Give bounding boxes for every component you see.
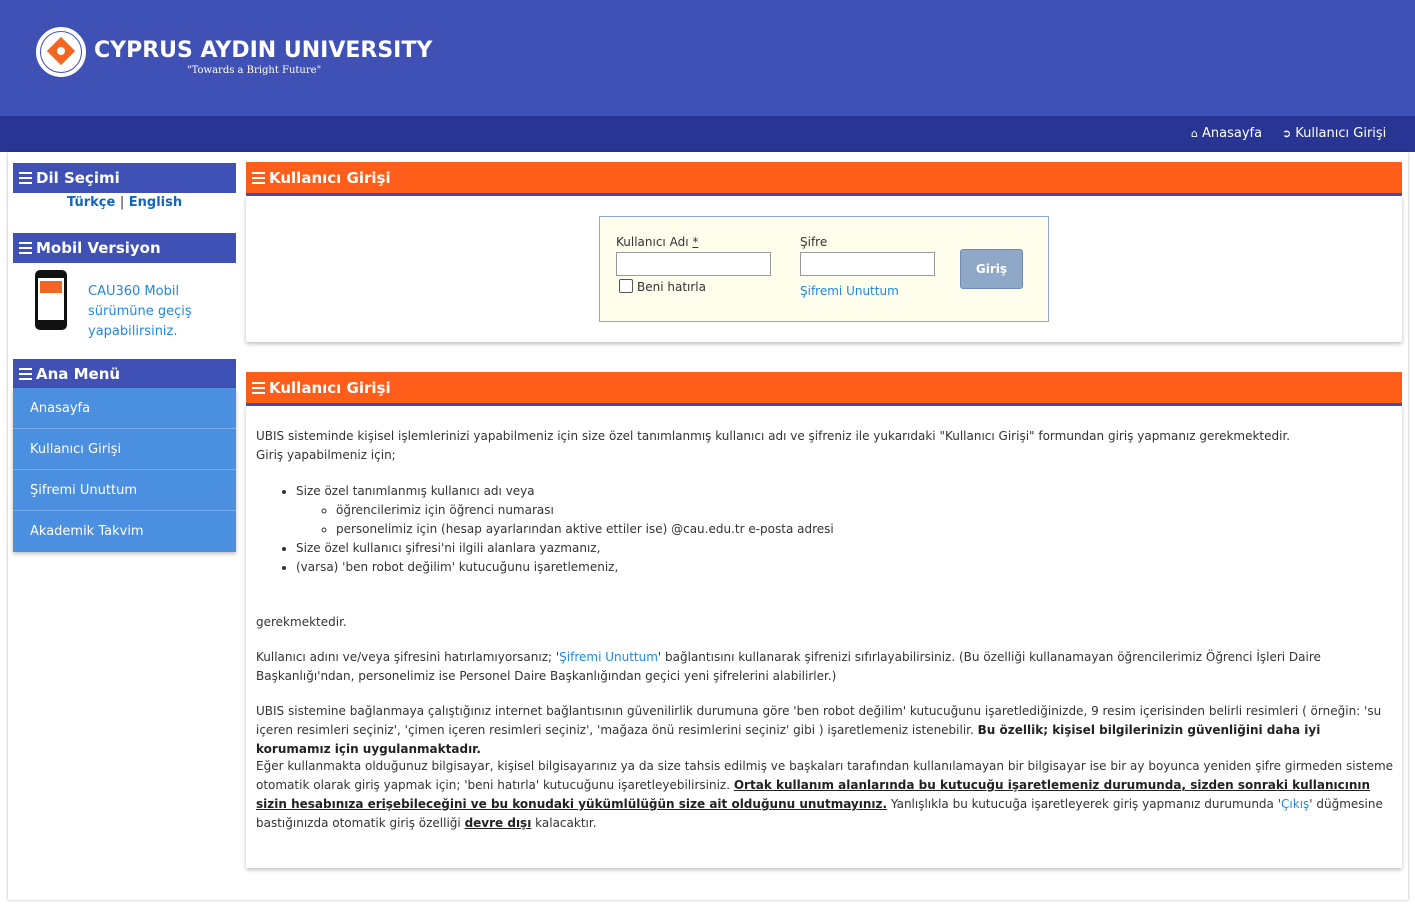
university-seal-icon [34,25,88,79]
login-submit-button[interactable]: Giriş [960,249,1023,289]
menu-bars-icon [19,172,32,184]
login-panel-header [246,162,1402,196]
remember-me-label: Beni hatırla [637,280,706,294]
main-menu-header [13,359,236,389]
username-input[interactable] [616,252,771,276]
language-separator: | [119,195,125,210]
language-section-title: Dil Seçimi [36,169,120,187]
mobile-section-title: Mobil Versiyon [36,239,161,257]
info-panel-header [246,372,1402,406]
language-turkish-link[interactable]: Türkçe [66,195,116,210]
forgot-password-link[interactable]: Şifremi Unuttum [800,284,899,298]
nav-home-label: Anasayfa [1201,126,1263,141]
nav-login-label: Kullanıcı Girişi [1295,126,1387,141]
remember-me-checkbox[interactable] [619,279,633,293]
nav-home-link[interactable] [1191,116,1262,152]
robot-check-paragraph: UBIS sistemine bağlanmaya çalıştığınız internet bağlantısının güvenilirlik durumuna göre 'ben robot değilim' kutucuğunu işaretlediğinizde, 9 resim içerisinden belirli resimleri ( örneğin: 'su içeren resimleri seçiniz', 'çimen içeren resimleri seçiniz', 'mağaza önü resimlerini seçiniz' gibi ) işaretlemeniz istenebilir. Bu özellik; kişisel bilgilerinizin güvenliğini daha iyi korumamız için uygulanmaktadır. [256,704,1382,756]
info-panel-title: Kullanıcı Girişi [269,379,391,397]
main-menu [13,388,236,552]
password-input[interactable] [800,252,935,276]
menu-bars-icon [19,368,32,380]
menu-bars-icon [252,382,265,394]
shared-computer-warning: Ortak kullanım alanlarında bu kutucuğu işaretlemeniz durumunda, sizden sonraki kullanıcının sizin hesabınıza erişebileceğini ve bu konudaki yükümlülüğün size ait olduğunu unutmayınız. [256,778,1371,811]
required-marker: * [692,235,699,249]
mobile-section-header [13,233,236,263]
requirements-end: gerekmektedir. [256,615,347,629]
info-intro-text-2: Giriş yapabilmeniz için; [256,448,396,462]
nav-login-link[interactable] [1282,116,1386,152]
requirements-list [256,482,1396,577]
menu-bars-icon [19,242,32,254]
password-label: Şifre [800,235,828,249]
login-panel-title: Kullanıcı Girişi [269,169,391,187]
university-logo[interactable] [34,25,432,79]
list-item: • Size özel tanımlanmış kullanıcı adı veya ◦ öğrencilerimiz için öğrenci numarası ◦ personelimiz için (hesap ayarlarından aktive ettiler ise) @cau.edu.tr e-posta adresi [296,482,1396,539]
info-intro [256,427,1396,465]
language-links [13,195,236,210]
list-item: ◦ öğrencilerimiz için öğrenci numarası [336,501,1396,520]
menu-item-forgot-password[interactable]: Şifremi Unuttum [13,470,236,511]
home-icon: ⌂ [1191,127,1198,140]
mobile-phone-icon[interactable] [35,270,67,330]
language-section-header [13,163,236,193]
info-intro-text: UBIS sisteminde kişisel işlemlerinizi yapabilmeniz için size özel tanımlanmış kullanıcı adı ve şifreniz ile yukarıdaki "Kullanıcı Girişi" formundan giriş yapmanız gerekmektedir. [256,429,1291,443]
security-note: Bu özellik; kişisel bilgilerinizin güvenliğini daha iyi korumamız için uygulanmaktadır. [256,723,1321,756]
language-english-link[interactable]: English [128,195,183,210]
list-item: ◦ personelimiz için (hesap ayarlarından aktive ettiler ise) @cau.edu.tr e-posta adresi [336,520,1396,539]
remember-me-paragraph: Eğer kullanmakta olduğunuz bilgisayar, kişisel bilgisayarınız ya da size tahsis edilmiş ve başkaları tarafından kullanılamayan bir bilgisayar ise bir ay boyunca yeniden şifre girmeden sisteme otomatik olarak giriş yapmak için; 'beni hatırla' kutucuğunu işaretleyebilirsiniz. Ortak kullanım alanlarında bu kutucuğu işaretlemeniz durumunda, sizden sonraki kullanıcının sizin hesabınıza erişebileceğini ve bu konudaki yükümlülüğün size ait olduğunu unutmayınız. Yanlışlıkla bu kutucuğa işaretleyerek giriş yapmanız durumunda 'Çıkış' düğmesine bastığınızda otomatik giriş özelliği devre dışı kalacaktır. [256,759,1394,830]
menu-item-login[interactable]: Kullanıcı Girişi [13,429,236,470]
username-label: Kullanıcı Adı * [616,235,699,249]
disabled-note: devre dışı [464,816,532,830]
sign-in-icon: ➲ [1282,127,1292,140]
logout-inline-link[interactable]: Çıkış [1281,797,1310,811]
forgot-password-inline-link[interactable]: Şifremi Unuttum [559,650,658,664]
top-navbar [0,116,1415,152]
mobile-version-link[interactable]: CAU360 Mobil sürümüne geçiş yapabilirsiniz. [88,284,192,339]
menu-bars-icon [252,172,265,184]
menu-item-academic-calendar[interactable]: Akademik Takvim [30,524,144,539]
main-menu-title: Ana Menü [36,365,121,383]
menu-item-home[interactable]: Anasayfa [13,388,236,429]
university-name: CYPRUS AYDIN UNIVERSITY [94,38,433,63]
university-motto: "Towards a Bright Future" [187,65,322,76]
list-item: • (varsa) 'ben robot değilim' kutucuğunu işaretlemeniz, [296,558,1396,577]
forgot-password-paragraph: Kullanıcı adını ve/veya şifresini hatırlamıyorsanız; 'Şifremi Unuttum' bağlantısını kullanarak şifrenizi sıfırlayabilirsiniz. (Bu özelliği kullanamayan öğrencilerimiz Öğrenci İşleri Daire Başkanlığı'ndan, personelimiz ise Personel Daire Başkanlığından geçici yeni şifrelerini alabilirler.) [256,650,1321,683]
site-header [0,0,1415,116]
list-item: • Size özel kullanıcı şifresi'ni ilgili alanlara yazmanız, [296,539,1396,558]
